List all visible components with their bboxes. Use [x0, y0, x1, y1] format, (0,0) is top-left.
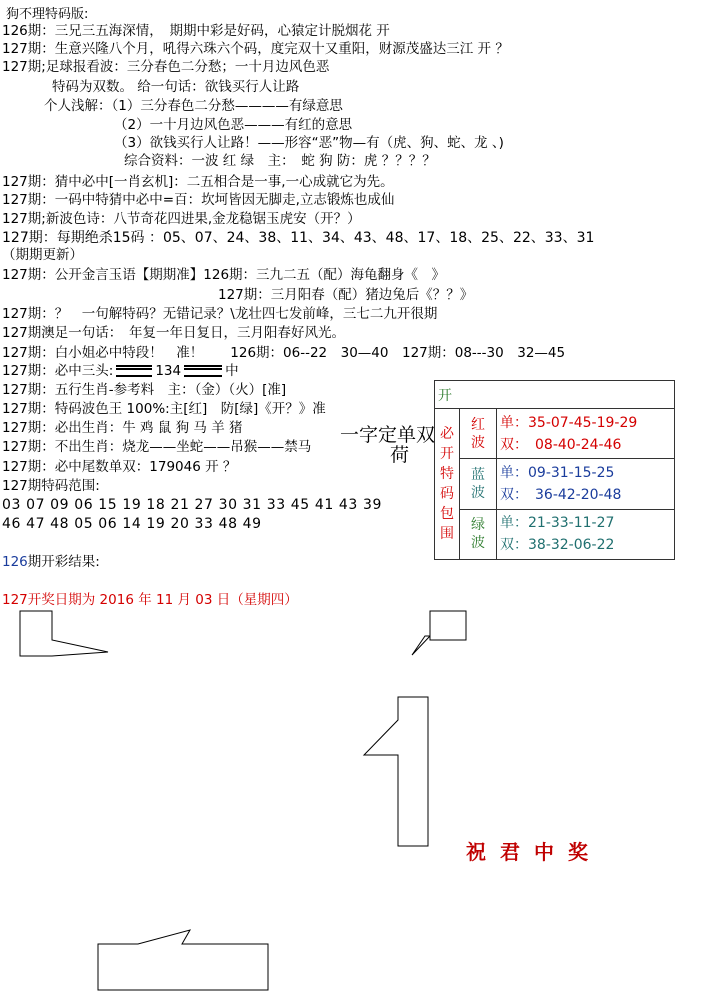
line-golden-words: 127期：公开金言玉语【期期准】126期：三九二五（配）海龟翻身《 》 — [2, 267, 446, 283]
page-title: 狗不理特码版: — [6, 7, 89, 22]
line-one-sentence: 127期：？ 一句解特码？无错记录？\龙壮四七发前峰，三七二九开很期 — [2, 306, 438, 322]
line-wave-poem: 127期;新波色诗：八节奇花四进果,金龙稳锯玉虎安（开？） — [2, 211, 361, 227]
result-label: 期开彩结果: — [27, 554, 100, 570]
blue-single: 单：09-31-15-25 — [500, 464, 615, 481]
line-interpretation-3: （3）欲钱买行人让路！——形容“恶”物—有（虎、狗、蛇、龙 、) — [114, 135, 504, 151]
line-127-poem: 127期：生意兴隆八个月，吼得六珠六个码，度完双十又重阳，财源茂盛达三江 开 ？ — [2, 41, 509, 57]
line-kill-numbers: 127期：每期绝杀15码 ：05、07、24、38、11、34、43、48、17、18、25、22、33、31 — [2, 230, 595, 246]
line-guess-zodiac: 127期：猜中必中[一肖玄机]：二五相合是一事,一心成就它为先。 — [2, 174, 394, 190]
line-tail-number: 127期：必中尾数单双：179046 开 ？ — [2, 459, 237, 475]
lotus-text: 荷 — [390, 444, 410, 466]
red-double: 双： 08-40-24-46 — [500, 436, 622, 453]
range-numbers-2: 46 47 48 05 06 14 19 20 33 48 49 — [2, 516, 262, 532]
blue-double: 双： 36-42-20-48 — [500, 486, 622, 503]
congratulations-text: 祝君中奖 — [466, 840, 602, 864]
line-update-note: （期期更新） — [2, 247, 83, 263]
line-range-label: 127期特码范围: — [2, 478, 100, 494]
line-summary: 综合资料：一波 红 绿 主： 蛇 狗 防：虎 ？？？？ — [124, 153, 436, 169]
three-heads-suffix: 中 — [225, 363, 239, 379]
speech-bubble-center — [364, 697, 428, 846]
green-double: 双：38-32-06-22 — [500, 537, 615, 554]
blue-wave-label: 蓝波 — [460, 459, 497, 509]
three-heads-value: 134 — [155, 363, 182, 379]
result-period: 126 — [2, 554, 28, 570]
speech-bubble-bottom — [98, 930, 268, 990]
red-single: 单：35-07-45-19-29 — [500, 414, 638, 431]
red-wave-label: 红波 — [460, 409, 497, 459]
line-must-zodiac: 127期：必出生肖：牛 鸡 鼠 狗 马 羊 猪 — [2, 420, 243, 436]
line-126-poem: 126期：三兄三五海深情， 期期中彩是好码，心猿定计脱烟花 开 — [2, 23, 390, 39]
line-football: 127期;足球报看波：三分春色二分愁；一十月边风色恶 — [2, 59, 330, 75]
speech-bubble-left — [20, 611, 108, 656]
speech-bubble-right — [412, 611, 466, 655]
green-wave-label: 绿波 — [460, 509, 497, 559]
grid-header: 开 — [435, 381, 675, 409]
line-interpretation-1: 个人浅解：（1）三分春色二分愁————有绿意思 — [44, 98, 343, 114]
draw-date: 127开奖日期为 2016 年 11 月 03 日（星期四） — [2, 592, 298, 608]
line-macau: 127期澳足一句话： 年复一年日复日，三月阳春好风光。 — [2, 325, 346, 341]
line-wave-king: 127期：特码波色王 100%:主[红] 防[绿]《开？》准 — [2, 401, 326, 417]
range-numbers-1: 03 07 09 06 15 19 18 21 27 30 31 33 45 41 43 39 — [2, 497, 382, 513]
line-interpretation-2: （2）一十月边风色恶———有红的意思 — [114, 117, 353, 133]
line-no-zodiac: 127期：不出生肖：烧龙——坐蛇——吊猴——禁马 — [2, 439, 312, 455]
line-spring: 127期：三月阳春（配）猪边兔后《？？》 — [218, 287, 474, 303]
line-five-elements: 127期：五行生肖-参考料 主：（金）（火）[准] — [2, 382, 287, 398]
green-single: 单：21-33-11-27 — [500, 515, 615, 532]
line-section: 127期：白小姐必中特段！ 准！ 126期：06--22 30—40 127期：08---30 32—45 — [2, 345, 566, 361]
line-one-code: 127期：一码中特猜中必中=百：坎坷皆因无脚走,立志锻炼也成仙 — [2, 192, 395, 208]
grid-vertical-label: 必开特码包围 — [435, 409, 460, 560]
line-even-number: 特码为双数。 给一句话：欲钱买行人让路 — [52, 79, 300, 95]
single-double-text: 一字定单双 — [340, 424, 436, 446]
three-heads-label: 127期：必中三头: — [2, 363, 114, 379]
